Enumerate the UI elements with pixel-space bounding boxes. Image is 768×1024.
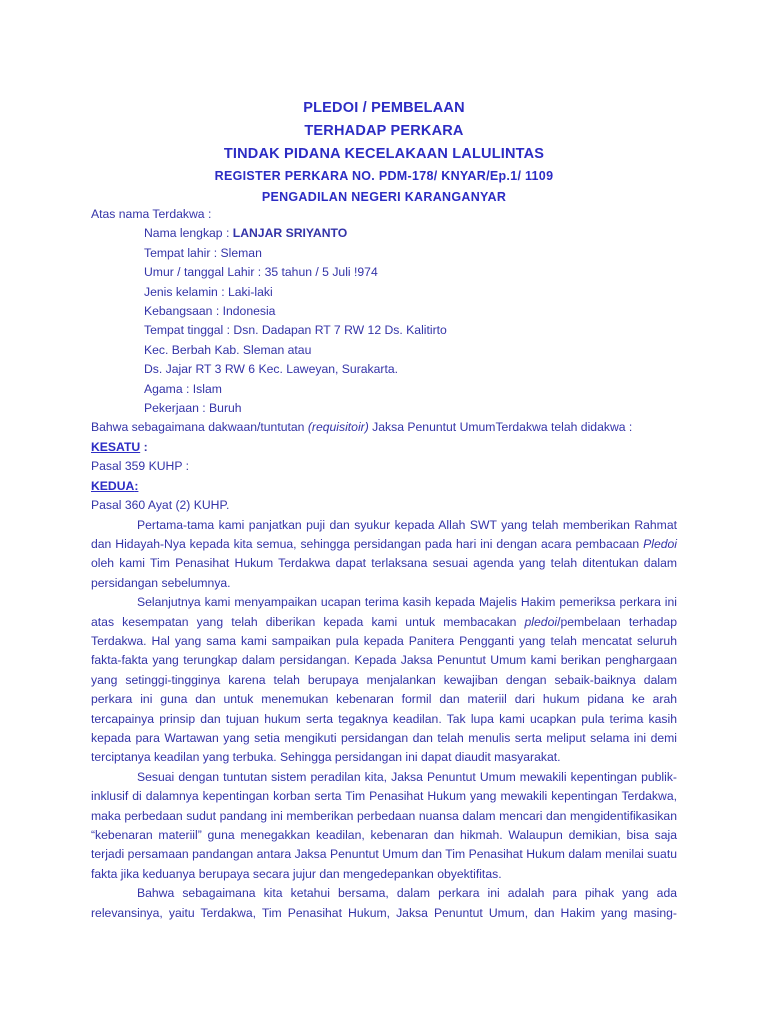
defendant-name-label: Nama lengkap : (144, 226, 233, 241)
paragraph-1-text-a: Pertama-tama kami panjatkan puji dan syukur kepada Allah SWT yang telah memberikan Rahmat dan Hidayah-Nya kepada kita semua, sehingga persidangan pada hari ini dengan acara pembacaan (91, 517, 677, 551)
defendant-address-2: Kec. Berbah Kab. Sleman atau (144, 342, 312, 357)
document-body (91, 205, 677, 923)
defendant-address-1: Tempat tinggal : Dsn. Dadapan RT 7 RW 12 Ds. Kalitirto (144, 323, 447, 338)
charge-first-article: Pasal 359 KUHP : (91, 459, 190, 474)
charges-intro-text-b: Jaksa Penuntut UmumTerdakwa telah didakwa : (368, 420, 633, 435)
charges-intro-italic: (requisitoir) (307, 420, 369, 435)
charge-second-heading (91, 477, 677, 496)
paragraph-1-italic: Pledoi (643, 536, 677, 551)
defendant-birthplace: Tempat lahir : Sleman (144, 245, 262, 260)
defendant-name-value: LANJAR SRIYANTO (232, 226, 348, 241)
defendant-occupation: Pekerjaan : Buruh (144, 401, 242, 416)
paragraph-2-text-b: /pembelaan terhadap Terdakwa. Hal yang sama kami sampaikan pula kepada Panitera Pengganti yang telah mencatat seluruh fakta-fakta yang terungkap dalam persidangan. Kepada Jaksa Penuntut Umum kami berikan penghargaan yang setinggi-tingginya karena telah berupaya menjalankan kewajiban dengan sebaik-baiknya dalam perkara ini guna dan untuk menemukan kebenaran formil dan materiil dari hukum pidana ke arah tercapainya prinsip dan tujuan hukum serta tegaknya keadilan. Tak lupa kami ucapkan pula terima kasih kepada para Wartawan yang setia mengikuti persidangan dan telah menulis serta meliput selama ini demi terciptanya keadilan yang terbuka. Sehingga persidangan ini dapat diaudit masyarakat. (91, 614, 677, 765)
charge-second-article: Pasal 360 Ayat (2) KUHP. (91, 498, 230, 513)
paragraph-1 (91, 516, 677, 594)
document-title-block (0, 97, 768, 208)
charge-second-colon: : (134, 478, 139, 493)
register-number: REGISTER PERKARA NO. PDM-178/ KNYAR/Ep.1/ 1109 (214, 169, 554, 183)
paragraph-1-text-b: oleh kami Tim Penasihat Hukum Terdakwa dapat terlaksana sesuai agenda yang telah ditentukan dalam persidangan sebelumnya. (91, 556, 677, 590)
paragraph-2-italic: pledoi (524, 614, 558, 629)
defendant-age: Umur / tanggal Lahir : 35 tahun / 5 Juli !974 (144, 265, 378, 280)
defendant-name-row (91, 224, 677, 243)
charges-intro (91, 418, 677, 437)
defendant-gender: Jenis kelamin : Laki-laki (144, 284, 273, 299)
charge-first-colon: : (140, 439, 148, 454)
court-name: PENGADILAN NEGERI KARANGANYAR (261, 190, 507, 204)
title-line-2: TERHADAP PERKARA (304, 123, 464, 139)
defendant-address-3: Ds. Jajar RT 3 RW 6 Kec. Laweyan, Surakarta. (144, 362, 399, 377)
defendant-intro: Atas nama Terdakwa : (91, 207, 212, 221)
paragraph-4-text: Bahwa sebagaimana kita ketahui bersama, dalam perkara ini adalah para pihak yang ada relevansinya, yaitu Terdakwa, Tim Penasihat Hukum, Jaksa Penuntut Umum, dan Hakim yang masing- (91, 886, 677, 920)
charge-first-label: KESATU (91, 439, 141, 454)
title-line-3: TINDAK PIDANA KECELAKAAN LALULINTAS (223, 146, 545, 162)
title-line-1: PLEDOI / PEMBELAAN (303, 100, 465, 116)
defendant-religion: Agama : Islam (144, 381, 222, 396)
paragraph-3 (91, 768, 677, 884)
paragraph-2-text-a: Selanjutnya kami menyampaikan ucapan terima kasih kepada Majelis Hakim pemeriksa perkara ini atas kesempatan yang telah diberikan kepada kami untuk membacakan (91, 595, 677, 629)
charge-first-heading (91, 438, 677, 457)
charge-second-label: KEDUA (91, 478, 135, 493)
paragraph-4 (91, 884, 677, 923)
paragraph-3-text: Sesuai dengan tuntutan sistem peradilan kita, Jaksa Penuntut Umum mewakili kepentingan publik-inklusif di dalamnya kepentingan korban serta Tim Penasihat Hukum yang mewakili kepentingan Terdakwa, maka perbedaan sudut pandang ini memberikan perbedaan nuansa dalam mencari dan mengidentifikasikan “kebenaran materiil” guna menegakkan keadilan, kebenaran dan hikmah. Walaupun demikian, bisa saja terjadi persamaan pandangan antara Jaksa Penuntut Umum dan Tim Penasihat Hukum dalam menilai suatu fakta jika keduanya berupaya secara jujur dan mengedepankan obyektifitas. (91, 769, 677, 881)
charges-intro-text-a: Bahwa sebagaimana dakwaan/tuntutan (91, 420, 308, 435)
paragraph-2 (91, 593, 677, 768)
defendant-nationality: Kebangsaan : Indonesia (144, 304, 276, 319)
